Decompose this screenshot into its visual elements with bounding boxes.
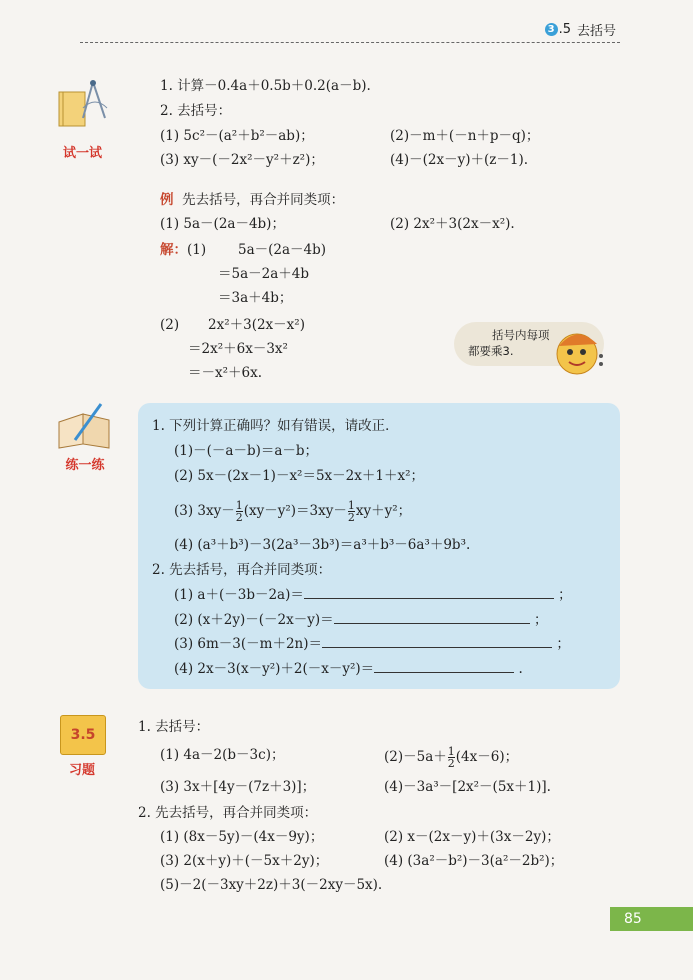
hint-bubble: 括号内每项 都要乘3. <box>454 322 604 366</box>
section-tab <box>535 20 620 39</box>
sol2-c: ＝－x²＋6x. <box>188 365 263 381</box>
try-q1: 1. 计算－0.4a＋0.5b＋0.2(a－b). <box>160 78 371 94</box>
compass-notebook-icon <box>55 78 110 138</box>
exercise-block <box>60 715 110 785</box>
fraction-half: $\frac{1}{2}$ <box>347 499 355 524</box>
exercise-q2-2: (2) x－(2x－y)＋(3x－2y)； <box>384 829 560 845</box>
practice-q1-3: (3) 3xy－ $\frac{1}{2}$ (xy－y²)＝3xy－ $\frac{1}{2}$ xy＋y²； <box>174 499 412 524</box>
answer-blank[interactable] <box>322 635 552 648</box>
book-pencil-icon <box>55 400 115 450</box>
practice-q2: 2. 先去括号，再合并同类项： <box>152 562 332 578</box>
practice-q2-4: (4) 2x－3(x－y²)＋2(－x－y²)＝ . <box>174 661 523 677</box>
section-number: 3 .5 <box>545 22 571 37</box>
practice-q2-1: (1) a＋(－3b－2a)＝ ； <box>174 587 572 603</box>
practice-q1-4: (4) (a³＋b³)－3(2a³－3b³)＝a³＋b³－6a³＋9b³. <box>174 537 471 553</box>
try-q2-3: (3) xy－(－2x²－y²＋z²)； <box>160 152 324 168</box>
exercise-q1: 1. 去括号： <box>138 719 210 735</box>
example-p1: (1) 5a－(2a－4b)； <box>160 216 285 232</box>
section-circle-icon: 3 <box>545 23 558 36</box>
solution-tag: 解：(1) <box>160 242 207 258</box>
try-q2-2: (2)－m＋(－n＋p－q)； <box>390 128 540 144</box>
exercise-q2-3: (3) 2(x＋y)＋(－5x＋2y)； <box>160 853 329 869</box>
exercise-q2-4: (4) (3a²－b²)－3(a²－2b²)； <box>384 853 564 869</box>
try-q2-1: (1) 5c²－(a²＋b²－ab)； <box>160 128 314 144</box>
fraction-half: $\frac{1}{2}$ <box>235 499 243 524</box>
practice-label: 练一练 <box>65 458 105 473</box>
try-q2: 2. 去括号： <box>160 103 232 119</box>
exercise-q1-4: (4)－3a³－[2x²－(5x＋1)]. <box>384 779 551 795</box>
try-label: 试一试 <box>62 146 102 161</box>
practice-q1-2: (2) 5x－(2x－1)－x²＝5x－2x＋1＋x²； <box>174 468 424 484</box>
exercise-badge: 3.5 <box>60 715 106 755</box>
section-title: 去括号 <box>576 24 616 39</box>
answer-blank[interactable] <box>374 660 514 673</box>
sol1-a: 5a－(2a－4b) <box>238 242 327 258</box>
page-number: 85 <box>610 907 693 931</box>
exercise-label: 习题 <box>68 763 95 778</box>
example-p2: (2) 2x²＋3(2x－x²). <box>390 216 515 232</box>
practice-q1-1: (1)－(－a－b)＝a－b； <box>174 443 319 459</box>
exercise-q2-1: (1) (8x－5y)－(4x－9y)； <box>160 829 324 845</box>
sol2-b: ＝2x²＋6x－3x² <box>188 341 288 357</box>
sol2-label: (2) <box>160 317 180 333</box>
try-q2-4: (4)－(2x－y)＋(z－1). <box>390 152 529 168</box>
example-heading: 例 先去括号，再合并同类项： <box>160 192 345 208</box>
sol2-a: 2x²＋3(2x－x²) <box>208 317 305 333</box>
exercise-q1-3: (3) 3x＋[4y－(7z＋3)]； <box>160 779 316 795</box>
cartoon-face-icon <box>553 322 605 378</box>
exercise-q2: 2. 先去括号，再合并同类项： <box>138 805 318 821</box>
fraction-half: $\frac{1}{2}$ <box>447 745 455 770</box>
exercise-q2-5: (5)－2(－3xy＋2z)＋3(－2xy－5x). <box>160 877 383 893</box>
sol1-c: ＝3a＋4b； <box>218 290 293 306</box>
section-header <box>80 22 620 43</box>
practice-q2-2: (2) (x＋2y)－(－2x－y)＝ ； <box>174 612 548 628</box>
exercise-q1-2: (2)－5a＋ $\frac{1}{2}$ (4x－6)； <box>384 745 519 770</box>
try-block <box>55 78 110 161</box>
practice-q1: 1. 下列计算正确吗？如有错误，请改正． <box>152 418 399 434</box>
exercise-q1-1: (1) 4a－2(b－3c)； <box>160 747 285 763</box>
practice-q2-3: (3) 6m－3(－m＋2n)＝ ； <box>174 636 570 652</box>
sol1-b: ＝5a－2a＋4b <box>218 266 310 282</box>
answer-blank[interactable] <box>334 611 530 624</box>
answer-blank[interactable] <box>304 586 554 599</box>
practice-block <box>55 400 115 480</box>
